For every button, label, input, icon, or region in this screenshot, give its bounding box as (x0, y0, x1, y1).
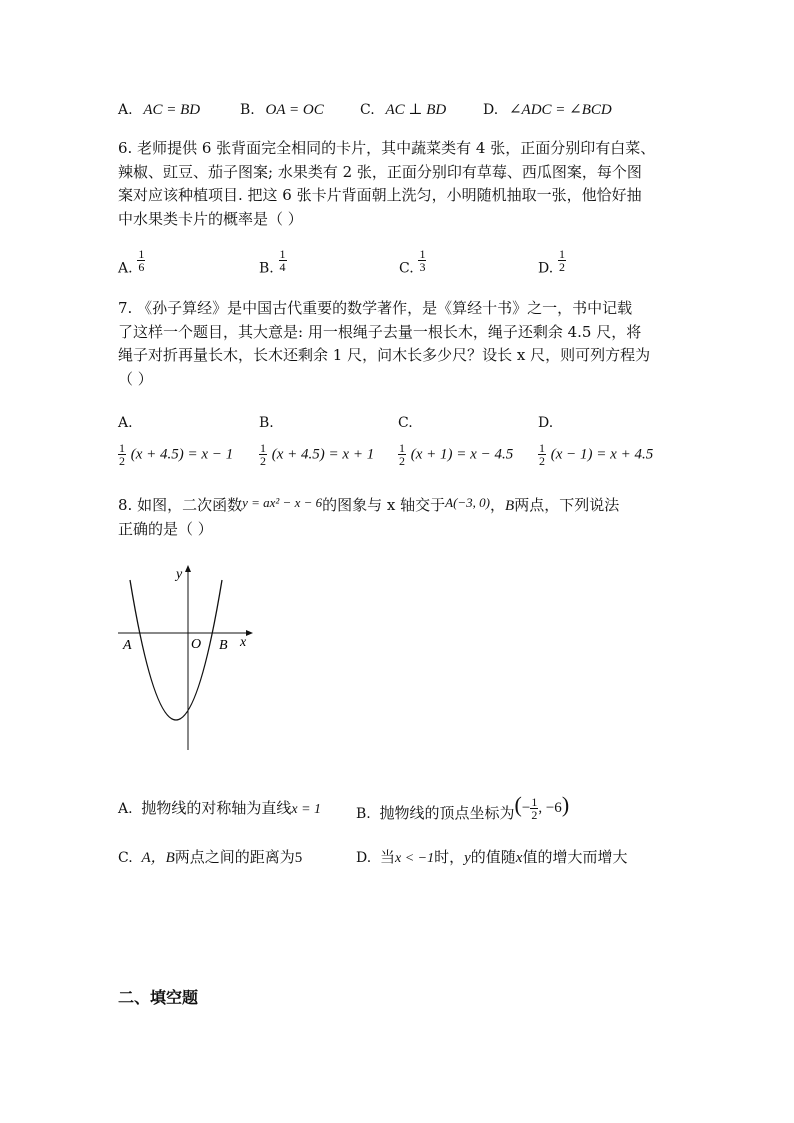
q8-option-b-paren-left: ( (514, 792, 522, 817)
graph-label-o: O (191, 637, 202, 652)
q8-option-b-paren-right: ) (561, 792, 570, 817)
q6-option-b-num: 1 (279, 247, 286, 261)
q5-option-d (483, 100, 612, 119)
q5-option-b-text: OA = OC (265, 102, 324, 118)
q6-option-a (118, 248, 145, 277)
q7-line-1: 7. 《孙子算经》是中国古代重要的数学著作，是《算经十书》之一，书中记载 (118, 299, 633, 317)
q7-line-2: 了这样一个题目，其大意是: 用一根绳子去量一根长木，绳子还剩余 4.5 尺，将 (118, 322, 642, 341)
q8-line1-d: 两点，下列说法 (514, 496, 620, 514)
q7-b-den: 2 (260, 454, 266, 468)
q5-option-b-label: B. (240, 102, 255, 118)
q7-option-a-fraction (118, 442, 126, 467)
q8-option-b-label: B. (356, 806, 371, 822)
q8-option-d-x: x (515, 850, 523, 866)
q6-option-b-den: 4 (279, 260, 286, 274)
q8-option-d-text2: 时， (434, 848, 465, 866)
q5-option-b (240, 100, 324, 119)
q6-option-c-label: C. (399, 260, 414, 277)
q8-option-a-label: A. (118, 801, 133, 817)
q8-option-c (118, 846, 302, 867)
q8-option-d-y: y (464, 850, 471, 866)
q8-line-2: 正确的是（ ） (118, 520, 213, 538)
q7-option-b-expr (259, 442, 374, 467)
q6-option-b (259, 248, 287, 277)
q8-option-c-label: C. (118, 850, 133, 866)
q8-option-d-label: D. (356, 850, 372, 866)
q8-option-b-rest: , −6 (538, 800, 562, 816)
q8-option-b-neg: − (521, 800, 531, 816)
q6-option-d-fraction (558, 248, 566, 273)
q8-option-c-math: 5 (294, 850, 303, 866)
q6-option-b-fraction (279, 248, 287, 273)
q8-option-a-math: x = 1 (291, 802, 322, 817)
q7-line-4: （ ） (118, 369, 153, 388)
q8-option-a (118, 797, 321, 818)
q6-option-a-fraction (137, 248, 145, 273)
q7-option-d-equation: (x − 1) = x + 4.5 (550, 446, 654, 463)
q5-option-d-text: ∠ADC = ∠BCD (508, 102, 612, 118)
q7-option-d-expr (538, 442, 653, 467)
y-axis-arrow (185, 565, 191, 572)
q7-line-3: 绳子对折再量长木，长木还剩余 1 尺，问木长多少尺？设长 x 尺，则可列方程为 (118, 346, 651, 364)
q5-option-a-text: AC = BD (143, 102, 201, 118)
q6-option-a-num: 1 (138, 247, 145, 261)
q7-option-c-expr (398, 442, 513, 467)
q6-line-4: 中水果类卡片的概率是（ ） (118, 209, 303, 228)
q8-b-num: 1 (531, 794, 538, 809)
q8-line-1 (118, 494, 619, 515)
q8-option-b (356, 792, 569, 823)
q5-option-c-label: C. (360, 102, 375, 118)
q6-option-c-num: 1 (419, 247, 426, 261)
q8-point-a: A(−3, 0) (445, 495, 490, 510)
q7-option-b-fraction (259, 442, 267, 467)
q8-b-den: 2 (531, 807, 538, 822)
q8-option-d-text3: 的值随 (470, 848, 516, 866)
q8-option-c-text: 两点之间的距离为 (174, 848, 295, 866)
q6-line-2: 辣椒、豇豆、茄子图案; 水果类有 2 张，正面分别印有草莓、西瓜图案，每个图 (118, 162, 642, 181)
q7-option-a-expr (118, 442, 233, 467)
q6-option-a-den: 6 (138, 260, 145, 274)
q6-line-1: 6. 老师提供 6 张背面完全相同的卡片，其中蔬菜类有 4 张，正面分别印有白菜、 (118, 139, 656, 157)
q6-option-c-fraction (418, 248, 426, 273)
q8-parabola-graph (112, 560, 257, 755)
q7-d-num: 1 (539, 441, 545, 455)
q8-option-d-text1: 当 (379, 848, 395, 866)
q8-point-b-label: B (505, 498, 515, 514)
q7-option-d-label: D. (538, 415, 554, 431)
q7-option-b-equation: (x + 4.5) = x + 1 (271, 446, 375, 463)
q7-c-den: 2 (399, 454, 405, 468)
q6-option-d (538, 248, 566, 277)
q6-option-c (399, 248, 426, 277)
q7-option-c-fraction (398, 442, 406, 467)
graph-label-a: A (123, 638, 132, 653)
q6-option-d-label: D. (538, 260, 554, 277)
x-axis-arrow (246, 630, 253, 636)
graph-label-b: B (219, 638, 228, 653)
q7-option-d-fraction (538, 442, 546, 467)
q6-option-a-label: A. (118, 260, 133, 277)
parabola-curve (130, 580, 222, 720)
graph-label-x: x (240, 635, 247, 650)
q6-option-b-label: B. (259, 260, 274, 277)
q7-option-b-label: B. (259, 415, 274, 431)
q7-b-num: 1 (260, 441, 266, 455)
q7-option-a-equation: (x + 4.5) = x − 1 (130, 446, 234, 463)
q8-option-a-text: 抛物线的对称轴为直线 (141, 799, 292, 817)
q7-option-c-label: C. (398, 415, 413, 431)
q7-a-den: 2 (119, 454, 125, 468)
graph-label-y: y (176, 567, 183, 582)
q5-option-a (118, 100, 200, 119)
q6-stem (118, 137, 678, 231)
q8-option-d-math: x < −1 (394, 851, 435, 866)
q5-option-c (360, 100, 446, 119)
q7-option-c-equation: (x + 1) = x − 4.5 (410, 446, 514, 463)
q5-option-d-label: D. (483, 102, 499, 118)
q8-function: y = ax² − x − 6 (242, 495, 323, 510)
q5-option-c-text: AC ⊥ BD (385, 102, 447, 118)
q8-option-c-ab: A，B (141, 850, 175, 866)
q7-stem (118, 297, 678, 391)
q8-line1-c: ， (490, 496, 506, 514)
q8-option-b-text: 抛物线的顶点坐标为 (379, 804, 515, 822)
q6-option-d-num: 1 (558, 247, 565, 261)
q6-line-3: 案对应该种植项目. 把这 6 张卡片背面朝上洗匀，小明随机抽取一张，他恰好抽 (118, 186, 642, 204)
q5-option-a-label: A. (118, 102, 133, 118)
q7-a-num: 1 (119, 441, 125, 455)
q8-line1-b: 的图象与 x 轴交于 (322, 496, 446, 514)
q7-d-den: 2 (539, 454, 545, 468)
q7-option-a-label: A. (118, 415, 133, 431)
q8-line1-a: 8. 如图，二次函数 (118, 496, 243, 514)
q6-option-d-den: 2 (558, 260, 565, 274)
q8-option-d-text4: 值的增大而增大 (522, 848, 628, 866)
q6-option-c-den: 3 (419, 260, 426, 274)
q7-c-num: 1 (399, 441, 405, 455)
section-2-heading: 二、填空题 (118, 988, 199, 1007)
q8-option-d (356, 846, 627, 867)
